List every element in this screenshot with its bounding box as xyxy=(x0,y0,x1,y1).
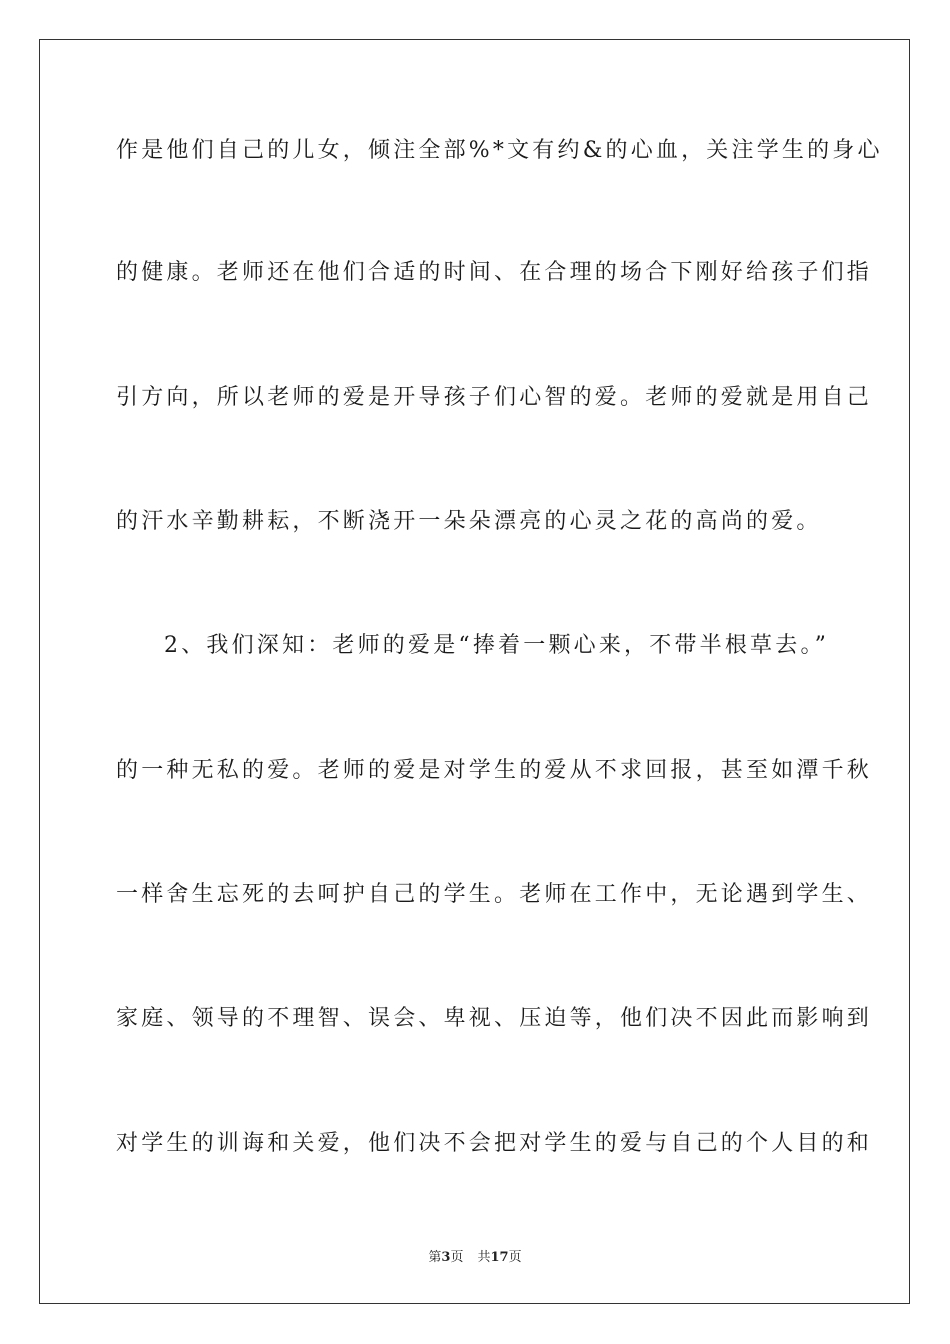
page-border xyxy=(39,39,910,1304)
text-line: 对学生的训诲和关爱，他们决不会把对学生的爱与自己的个人目的和 xyxy=(116,1131,873,1156)
paragraph-start-line: 2、我们深知：老师的爱是“捧着一颗心来，不带半根草去。” xyxy=(164,633,830,658)
text-line: 家庭、领导的不理智、误会、卑视、压迫等，他们决不因此而影响到 xyxy=(116,1006,873,1031)
page-number: 3 xyxy=(441,1250,451,1265)
text-line: 的健康。老师还在他们合适的时间、在合理的场合下刚好给孩子们指 xyxy=(116,260,873,285)
total-suffix: 页 xyxy=(508,1250,522,1265)
text-line: 作是他们自己的儿女，倾注全部%*文有约&的心血，关注学生的身心 xyxy=(116,138,883,163)
page-suffix: 页 xyxy=(450,1250,464,1265)
text-line: 的汗水辛勤耕耘，不断浇开一朵朵漂亮的心灵之花的高尚的爱。 xyxy=(116,509,822,534)
page-prefix: 第 xyxy=(428,1250,442,1265)
text-line: 一样舍生忘死的去呵护自己的学生。老师在工作中，无论遇到学生、 xyxy=(116,882,873,907)
text-line: 引方向，所以老师的爱是开导孩子们心智的爱。老师的爱就是用自己 xyxy=(116,385,873,410)
page-footer xyxy=(0,1246,950,1265)
text-line: 的一种无私的爱。老师的爱是对学生的爱从不求回报，甚至如潭千秋 xyxy=(116,758,873,783)
total-prefix: 共 xyxy=(477,1250,491,1265)
total-pages: 17 xyxy=(490,1250,509,1265)
